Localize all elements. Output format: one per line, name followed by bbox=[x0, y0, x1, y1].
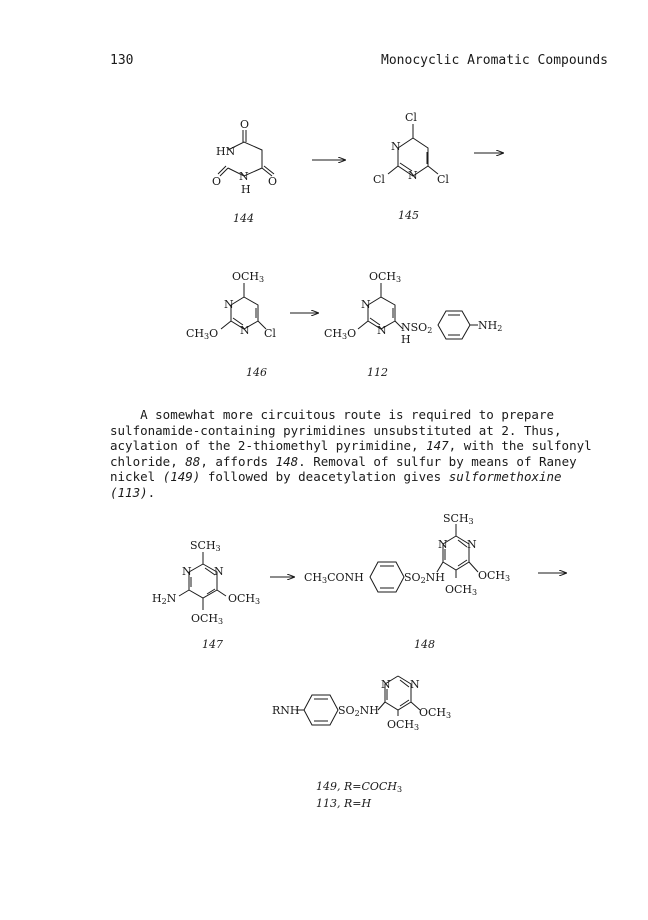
atom-och3: OCH3 bbox=[478, 569, 511, 583]
compound-147-structure bbox=[152, 539, 260, 626]
atom-sch3: SCH3 bbox=[443, 512, 474, 526]
atom-cl: Cl bbox=[264, 327, 276, 340]
atom-cl: Cl bbox=[373, 173, 385, 186]
atom-so2: NSO2 bbox=[401, 321, 433, 335]
label-144: 144 bbox=[233, 212, 254, 225]
compound-145-structure bbox=[373, 111, 449, 186]
atom-n: N bbox=[214, 565, 224, 578]
atom-o: O bbox=[240, 118, 250, 131]
atom-och3: OCH3 bbox=[232, 270, 265, 284]
atom-och3: OCH3 bbox=[369, 270, 402, 284]
atom-n: N bbox=[182, 565, 192, 578]
compound-148-structure bbox=[304, 512, 510, 597]
atom-ch3conh: CH3CONH bbox=[304, 571, 364, 585]
atom-och3: OCH3 bbox=[419, 706, 452, 720]
atom-rnh: RNH bbox=[272, 704, 300, 717]
atom-n: N bbox=[381, 678, 391, 691]
atom-n: N bbox=[438, 538, 448, 551]
label-146: 146 bbox=[246, 366, 267, 379]
compound-112-structure bbox=[324, 270, 502, 346]
atom-n: N bbox=[467, 538, 477, 551]
atom-och3: OCH3 bbox=[387, 718, 420, 732]
ref-88: 88 bbox=[185, 453, 201, 469]
label-149: 149, R=COCH3 bbox=[316, 780, 403, 794]
atom-ch3o: CH3O bbox=[186, 327, 219, 341]
label-148: 148 bbox=[414, 638, 435, 651]
compound-144-structure bbox=[212, 118, 277, 196]
atom-n: N bbox=[408, 169, 418, 182]
atom-och3: OCH3 bbox=[191, 612, 224, 626]
atom-n: N bbox=[224, 298, 234, 311]
atom-ch3o: CH3O bbox=[324, 327, 357, 341]
ref-113: (113) bbox=[110, 484, 148, 500]
label-113: 113, R=H bbox=[316, 797, 372, 810]
atom-h: H bbox=[401, 333, 411, 346]
compound-146-structure bbox=[186, 270, 276, 341]
label-145: 145 bbox=[398, 209, 419, 222]
atom-n: N bbox=[361, 298, 371, 311]
ref-149: (149) bbox=[162, 469, 201, 484]
atom-h: H bbox=[241, 183, 251, 196]
atom-n: N bbox=[377, 324, 387, 337]
running-title: Monocyclic Aromatic Compounds bbox=[381, 53, 608, 68]
atom-n: N bbox=[410, 678, 420, 691]
drug-name: sulformethoxine bbox=[448, 469, 562, 484]
atom-och3: OCH3 bbox=[445, 583, 478, 597]
body-paragraph: A somewhat more circuitous route is required to prepare sulfonamide-containing pyrimidines unsubstituted at 2. Thus, acylation of the 2-thiomethyl pyrimidine, 147, with the sulfonyl chloride, 88, affords 148. Removal of sulfur by means of Raney nickel (149) followed by deacetylation gives sulformethoxine (113). bbox=[110, 407, 592, 500]
atom-sch3: SCH3 bbox=[190, 539, 221, 553]
ref-148: 148 bbox=[275, 453, 299, 469]
compound-149-113-structure bbox=[272, 676, 451, 732]
atom-n: N bbox=[239, 170, 249, 183]
atom-n: N bbox=[391, 140, 401, 153]
ref-147: 147 bbox=[426, 438, 449, 453]
atom-hn: HN bbox=[216, 145, 236, 158]
atom-o: O bbox=[268, 175, 278, 188]
atom-h2n: H2N bbox=[152, 592, 177, 606]
page-number: 130 bbox=[110, 53, 134, 68]
atom-so2nh: SO2NH bbox=[338, 704, 379, 718]
label-112: 112 bbox=[367, 366, 388, 379]
atom-nh2: NH2 bbox=[478, 319, 503, 333]
atom-cl: Cl bbox=[405, 111, 417, 124]
atom-n: N bbox=[240, 324, 250, 337]
atom-och3: OCH3 bbox=[228, 592, 261, 606]
atom-so2nh: SO2NH bbox=[404, 571, 445, 585]
label-147: 147 bbox=[202, 638, 223, 651]
atom-cl: Cl bbox=[437, 173, 449, 186]
atom-o: O bbox=[212, 175, 222, 188]
